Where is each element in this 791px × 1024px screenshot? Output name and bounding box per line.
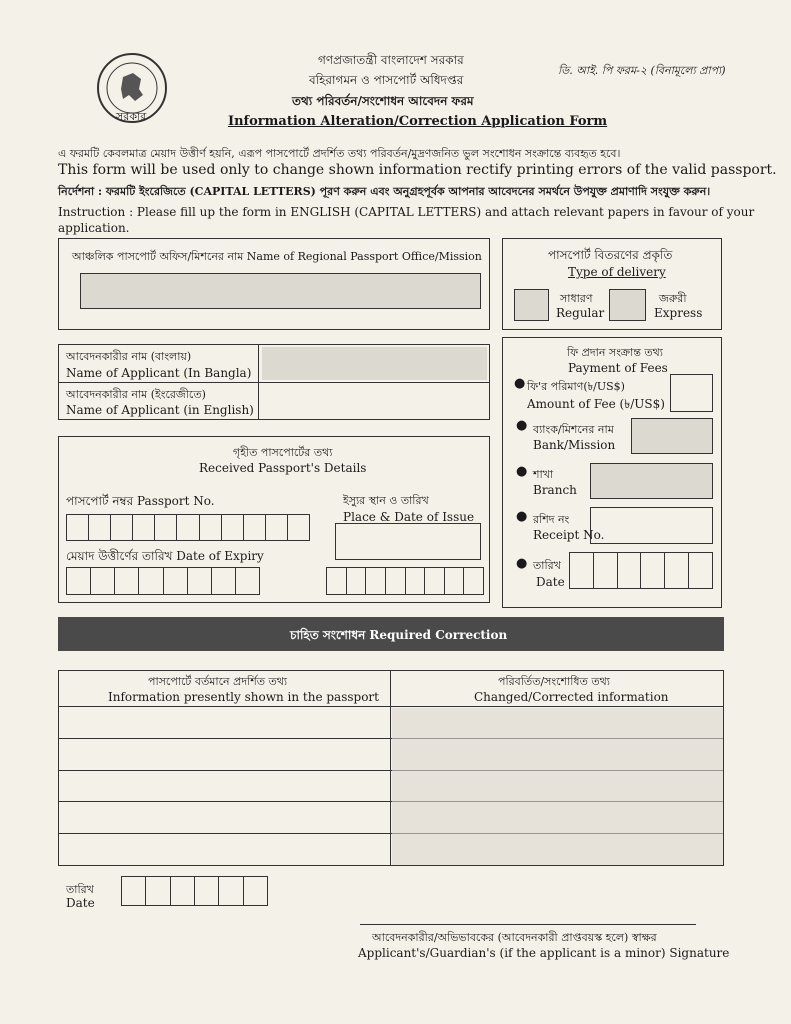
instruction-en-line2: application. (58, 221, 130, 235)
col-changed-header-bn: পরিবর্তিত/সংশোধিত তথ্য (498, 675, 610, 688)
regular-label-bn: সাধারণ (560, 292, 593, 305)
regular-label-en: Regular (556, 306, 605, 320)
name-bangla-input[interactable] (262, 347, 487, 380)
instruction-en-line1: Instruction : Please fill up the form in ENGLISH (CAPITAL LETTERS) and attach relevant papers in favour of your (58, 205, 755, 219)
bullet-icon: ● (516, 418, 528, 433)
form-title-en: Information Alteration/Correction Application Form (228, 114, 608, 129)
signature-label-bn: আবেদনকারীর/অভিভাবকের (আবেদনকারী প্রাপ্তবয়স্ক হলে) স্বাক্ষর (372, 931, 657, 944)
place-date-issue-input[interactable] (335, 523, 481, 560)
receipt-input[interactable] (590, 507, 713, 544)
present-info-input[interactable] (59, 708, 389, 865)
col-present-header-en: Information presently shown in the passport (108, 690, 379, 704)
delivery-title-en: Type of delivery (568, 265, 666, 279)
name-english-input[interactable] (262, 385, 487, 418)
seal-label: সরকার (116, 110, 147, 123)
issue-label-en: Place & Date of Issue (343, 510, 475, 524)
passport-title-en: Received Passport's Details (199, 461, 367, 475)
express-label-en: Express (654, 306, 703, 320)
signature-line (360, 924, 696, 925)
form-title-bn: তথ্য পরিবর্তন/সংশোধন আবেদন ফরম (292, 94, 474, 108)
branch-label-bn: শাখা (533, 468, 554, 481)
bank-label-en: Bank/Mission (533, 438, 616, 452)
name-english-label-en: Name of Applicant (in English) (66, 403, 254, 417)
expiry-label: মেয়াদ উত্তীর্ণের তারিখ Date of Expiry (66, 549, 264, 563)
bullet-icon: ● (516, 509, 528, 524)
express-checkbox[interactable] (609, 289, 646, 321)
express-label-bn: জরুরী (659, 292, 687, 305)
fee-date-label-bn: তারিখ (533, 559, 561, 572)
footer-date-input[interactable] (121, 876, 268, 906)
fee-date-input[interactable] (569, 552, 713, 589)
applicant-divider (58, 382, 490, 383)
fee-date-label-en: Date (536, 575, 565, 589)
footer-date-label-bn: তারিখ (66, 883, 94, 896)
issue-date-input[interactable] (326, 567, 484, 595)
fees-title-bn: ফি প্রদান সংক্রান্ত তথ্য (567, 346, 663, 359)
bullet-icon: ● (516, 464, 528, 479)
usage-note-bn: এ ফরমটি কেবলমাত্র মেয়াদ উত্তীর্ণ হয়নি, এরূপ পাসপোর্টে প্রদর্শিত তথ্য পরিবর্তন/মুদ্রণজনিত ভুল সংশোধন সংক্রান্তে ব্যবহৃত হবে। (58, 147, 621, 160)
fees-title-en: Payment of Fees (568, 361, 668, 375)
instruction-bn: নির্দেশনা : ফরমটি ইংরেজিতে (CAPITAL LETTERS) পূরণ করুন এবং অনুগ্রহপূর্বক আপনার আবেদনের সমর্থনে উপযুক্ত প্রমাণাদি সংযুক্ত করুন। (58, 185, 711, 198)
passport-number-input[interactable] (66, 514, 310, 541)
regional-office-input[interactable] (80, 273, 481, 309)
passport-title-bn: গৃহীত পাসপোর্টের তথ্য (233, 446, 333, 459)
fee-amount-input[interactable] (670, 374, 713, 412)
expiry-date-input[interactable] (66, 567, 260, 595)
col-present-header-bn: পাসপোর্টে বর্তমানে প্রদর্শিত তথ্য (148, 675, 288, 688)
form-code: ডি. আই. পি ফরম-২ (বিনামূল্যে প্রাপ্য) (558, 64, 726, 77)
branch-label-en: Branch (533, 483, 577, 497)
receipt-label-en: Receipt No. (533, 528, 605, 542)
name-english-label-bn: আবেদনকারীর নাম (ইংরেজীতে) (66, 388, 206, 401)
government-name-bn: গণপ্রজাতন্ত্রী বাংলাদেশ সরকার (318, 53, 464, 67)
department-name-bn: বহিরাগমন ও পাসপোর্ট অধিদপ্তর (309, 73, 464, 87)
usage-note-en: This form will be used only to change shown information rectify printing errors of the valid passport. (58, 162, 777, 178)
fee-amount-label-bn: ফি'র পরিমাণ(৳/US$) (527, 380, 625, 393)
required-correction-bar (58, 617, 724, 651)
regional-office-label: আঞ্চলিক পাসপোর্ট অফিস/মিশনের নাম Name of Regional Passport Office/Mission (72, 250, 482, 263)
bank-input[interactable] (631, 418, 713, 454)
receipt-label-bn: রশিদ নং (533, 513, 570, 526)
footer-date-label-en: Date (66, 896, 95, 910)
required-correction-label: চাহিত সংশোধন Required Correction (290, 628, 508, 642)
name-bangla-label-bn: আবেদনকারীর নাম (বাংলায়) (66, 350, 192, 363)
bullet-icon: ● (514, 376, 526, 391)
bank-label-bn: ব্যাংক/মিশনের নাম (533, 423, 614, 436)
applicant-column-divider (258, 344, 259, 420)
col-changed-header-en: Changed/Corrected information (474, 690, 669, 704)
regular-checkbox[interactable] (514, 289, 549, 321)
bullet-icon: ● (516, 556, 528, 571)
branch-input[interactable] (590, 463, 713, 499)
delivery-title-bn: পাসপোর্ট বিতরণের প্রকৃতি (548, 248, 673, 262)
issue-label-bn: ইস্যুর স্থান ও তারিখ (343, 494, 429, 507)
corrected-info-input[interactable] (392, 708, 723, 865)
name-bangla-label-en: Name of Applicant (In Bangla) (66, 366, 252, 380)
fee-amount-label-en: Amount of Fee (৳/US$) (527, 397, 665, 411)
correction-column-divider (390, 670, 391, 866)
signature-label-en: Applicant's/Guardian's (if the applicant is a minor) Signature (358, 946, 730, 960)
correction-header-divider (58, 706, 724, 707)
passport-number-label: পাসপোর্ট নম্বর Passport No. (66, 494, 215, 508)
